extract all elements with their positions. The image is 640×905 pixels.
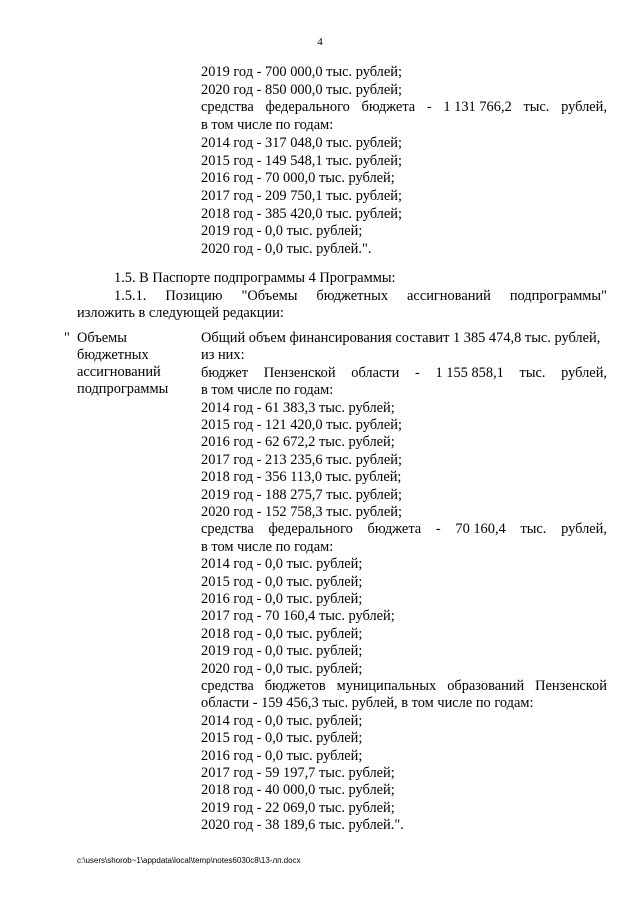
text-line: 2016 год - 0,0 тыс. рублей; <box>201 747 363 764</box>
text-line: 2020 год - 152 758,3 тыс. рублей; <box>201 504 402 520</box>
word: - <box>415 364 420 381</box>
text-line: 2018 год - 0,0 тыс. рублей; <box>201 625 363 642</box>
word: федерального <box>265 99 350 116</box>
text-line: в том числе по годам: <box>201 538 334 555</box>
text-line: 2020 год - 0,0 тыс. рублей; <box>201 660 363 677</box>
word: бюджетов <box>264 678 326 694</box>
text-line <box>201 365 607 382</box>
section-1-5-1-line-2: изложить в следующей редакции: <box>77 305 284 321</box>
word: 1 155 858,1 <box>435 364 504 381</box>
text-line <box>201 678 607 695</box>
text-line: 2017 год - 209 750,1 тыс. рублей; <box>201 187 402 204</box>
word: рублей, <box>561 99 607 116</box>
text-line: 2014 год - 317 048,0 тыс. рублей; <box>201 134 402 151</box>
text-line: 2016 год - 70 000,0 тыс. рублей; <box>201 170 395 187</box>
text-line: 2019 год - 0,0 тыс. рублей; <box>201 223 363 240</box>
word: бюджета <box>367 521 422 538</box>
text-line: 2019 год - 188 275,7 тыс. рублей; <box>201 486 402 503</box>
text-line: 2018 год - 356 113,0 тыс. рублей; <box>201 469 402 486</box>
text-line: 2018 год - 40 000,0 тыс. рублей; <box>201 782 395 799</box>
text-line: 2019 год - 0,0 тыс. рублей; <box>201 643 363 660</box>
text-line: 2014 год - 0,0 тыс. рублей; <box>201 712 363 729</box>
word: Пензенской <box>263 364 336 381</box>
word: тыс. <box>519 364 546 381</box>
word: Позицию <box>165 288 223 304</box>
text-line <box>201 99 607 116</box>
word: ассигнований <box>407 288 491 304</box>
word: средства <box>201 521 254 538</box>
text-line: 2016 год - 0,0 тыс. рублей; <box>201 591 363 607</box>
text-line: 2020 год - 0,0 тыс. рублей.". <box>201 241 372 257</box>
text-line <box>201 521 607 538</box>
page-number: 4 <box>317 36 323 48</box>
text-line: 2017 год - 59 197,7 тыс. рублей; <box>201 765 395 781</box>
row-label-line: подпрограммы <box>77 381 169 397</box>
word: тыс. <box>523 99 550 116</box>
word: средства <box>201 99 254 116</box>
footer-file-path: c:\users\shorob~1\appdata\local\temp\notes6030c8\13-лп.docx <box>77 856 301 865</box>
word: 1 131 766,2 <box>443 99 512 116</box>
text-line: в том числе по годам: <box>201 382 334 399</box>
word: подпрограммы" <box>509 288 607 304</box>
word: образований <box>447 678 525 694</box>
word: рублей, <box>561 521 607 538</box>
open-quote: " <box>64 330 70 346</box>
word: бюджет <box>201 364 249 381</box>
text-line: из них: <box>201 347 245 364</box>
word: муниципальных <box>336 678 437 694</box>
text-line: 2020 год - 850 000,0 тыс. рублей; <box>201 81 402 98</box>
word: - <box>435 521 441 538</box>
text-line: 2020 год - 38 189,6 тыс. рублей.". <box>201 817 404 834</box>
row-label-line: бюджетных <box>77 347 149 363</box>
word: "Объемы <box>241 288 298 304</box>
section-1-5-1-line-1 <box>114 288 607 305</box>
word: рублей, <box>561 364 607 381</box>
word: бюджета <box>361 99 416 116</box>
row-label-line: Объемы <box>77 330 127 346</box>
text-line: 2018 год - 385 420,0 тыс. рублей; <box>201 205 402 222</box>
text-line: 2014 год - 61 383,3 тыс. рублей; <box>201 399 395 416</box>
text-line: области - 159 456,3 тыс. рублей, в том числе по годам: <box>201 695 534 712</box>
word: средства <box>201 678 254 694</box>
text-line: 2019 год - 700 000,0 тыс. рублей; <box>201 64 402 80</box>
word: федерального <box>268 521 353 538</box>
text-line: 2015 год - 121 420,0 тыс. рублей; <box>201 417 402 433</box>
text-line: 2014 год - 0,0 тыс. рублей; <box>201 556 363 573</box>
text-line: 2019 год - 22 069,0 тыс. рублей; <box>201 799 395 816</box>
word: 1.5.1. <box>114 288 147 304</box>
text-line: 2015 год - 149 548,1 тыс. рублей; <box>201 152 402 169</box>
section-1-5-heading: 1.5. В Паспорте подпрограммы 4 Программы: <box>114 270 396 286</box>
word: - <box>426 99 432 116</box>
row-label-line: ассигнований <box>77 364 161 380</box>
text-line: 2016 год - 62 672,2 тыс. рублей; <box>201 434 395 451</box>
text-line: 2017 год - 70 160,4 тыс. рублей; <box>201 608 395 625</box>
text-line: 2015 год - 0,0 тыс. рублей; <box>201 730 363 747</box>
text-line: 2017 год - 213 235,6 тыс. рублей; <box>201 451 402 468</box>
text-line: Общий объем финансирования составит 1 385 474,8 тыс. рублей, <box>201 330 601 346</box>
word: области <box>351 364 400 381</box>
text-line: 2015 год - 0,0 тыс. рублей; <box>201 573 363 590</box>
word: 70 160,4 <box>455 521 506 538</box>
word: Пензенской <box>535 678 607 694</box>
word: бюджетных <box>316 288 389 304</box>
word: тыс. <box>520 521 547 538</box>
text-line: в том числе по годам: <box>201 117 334 134</box>
